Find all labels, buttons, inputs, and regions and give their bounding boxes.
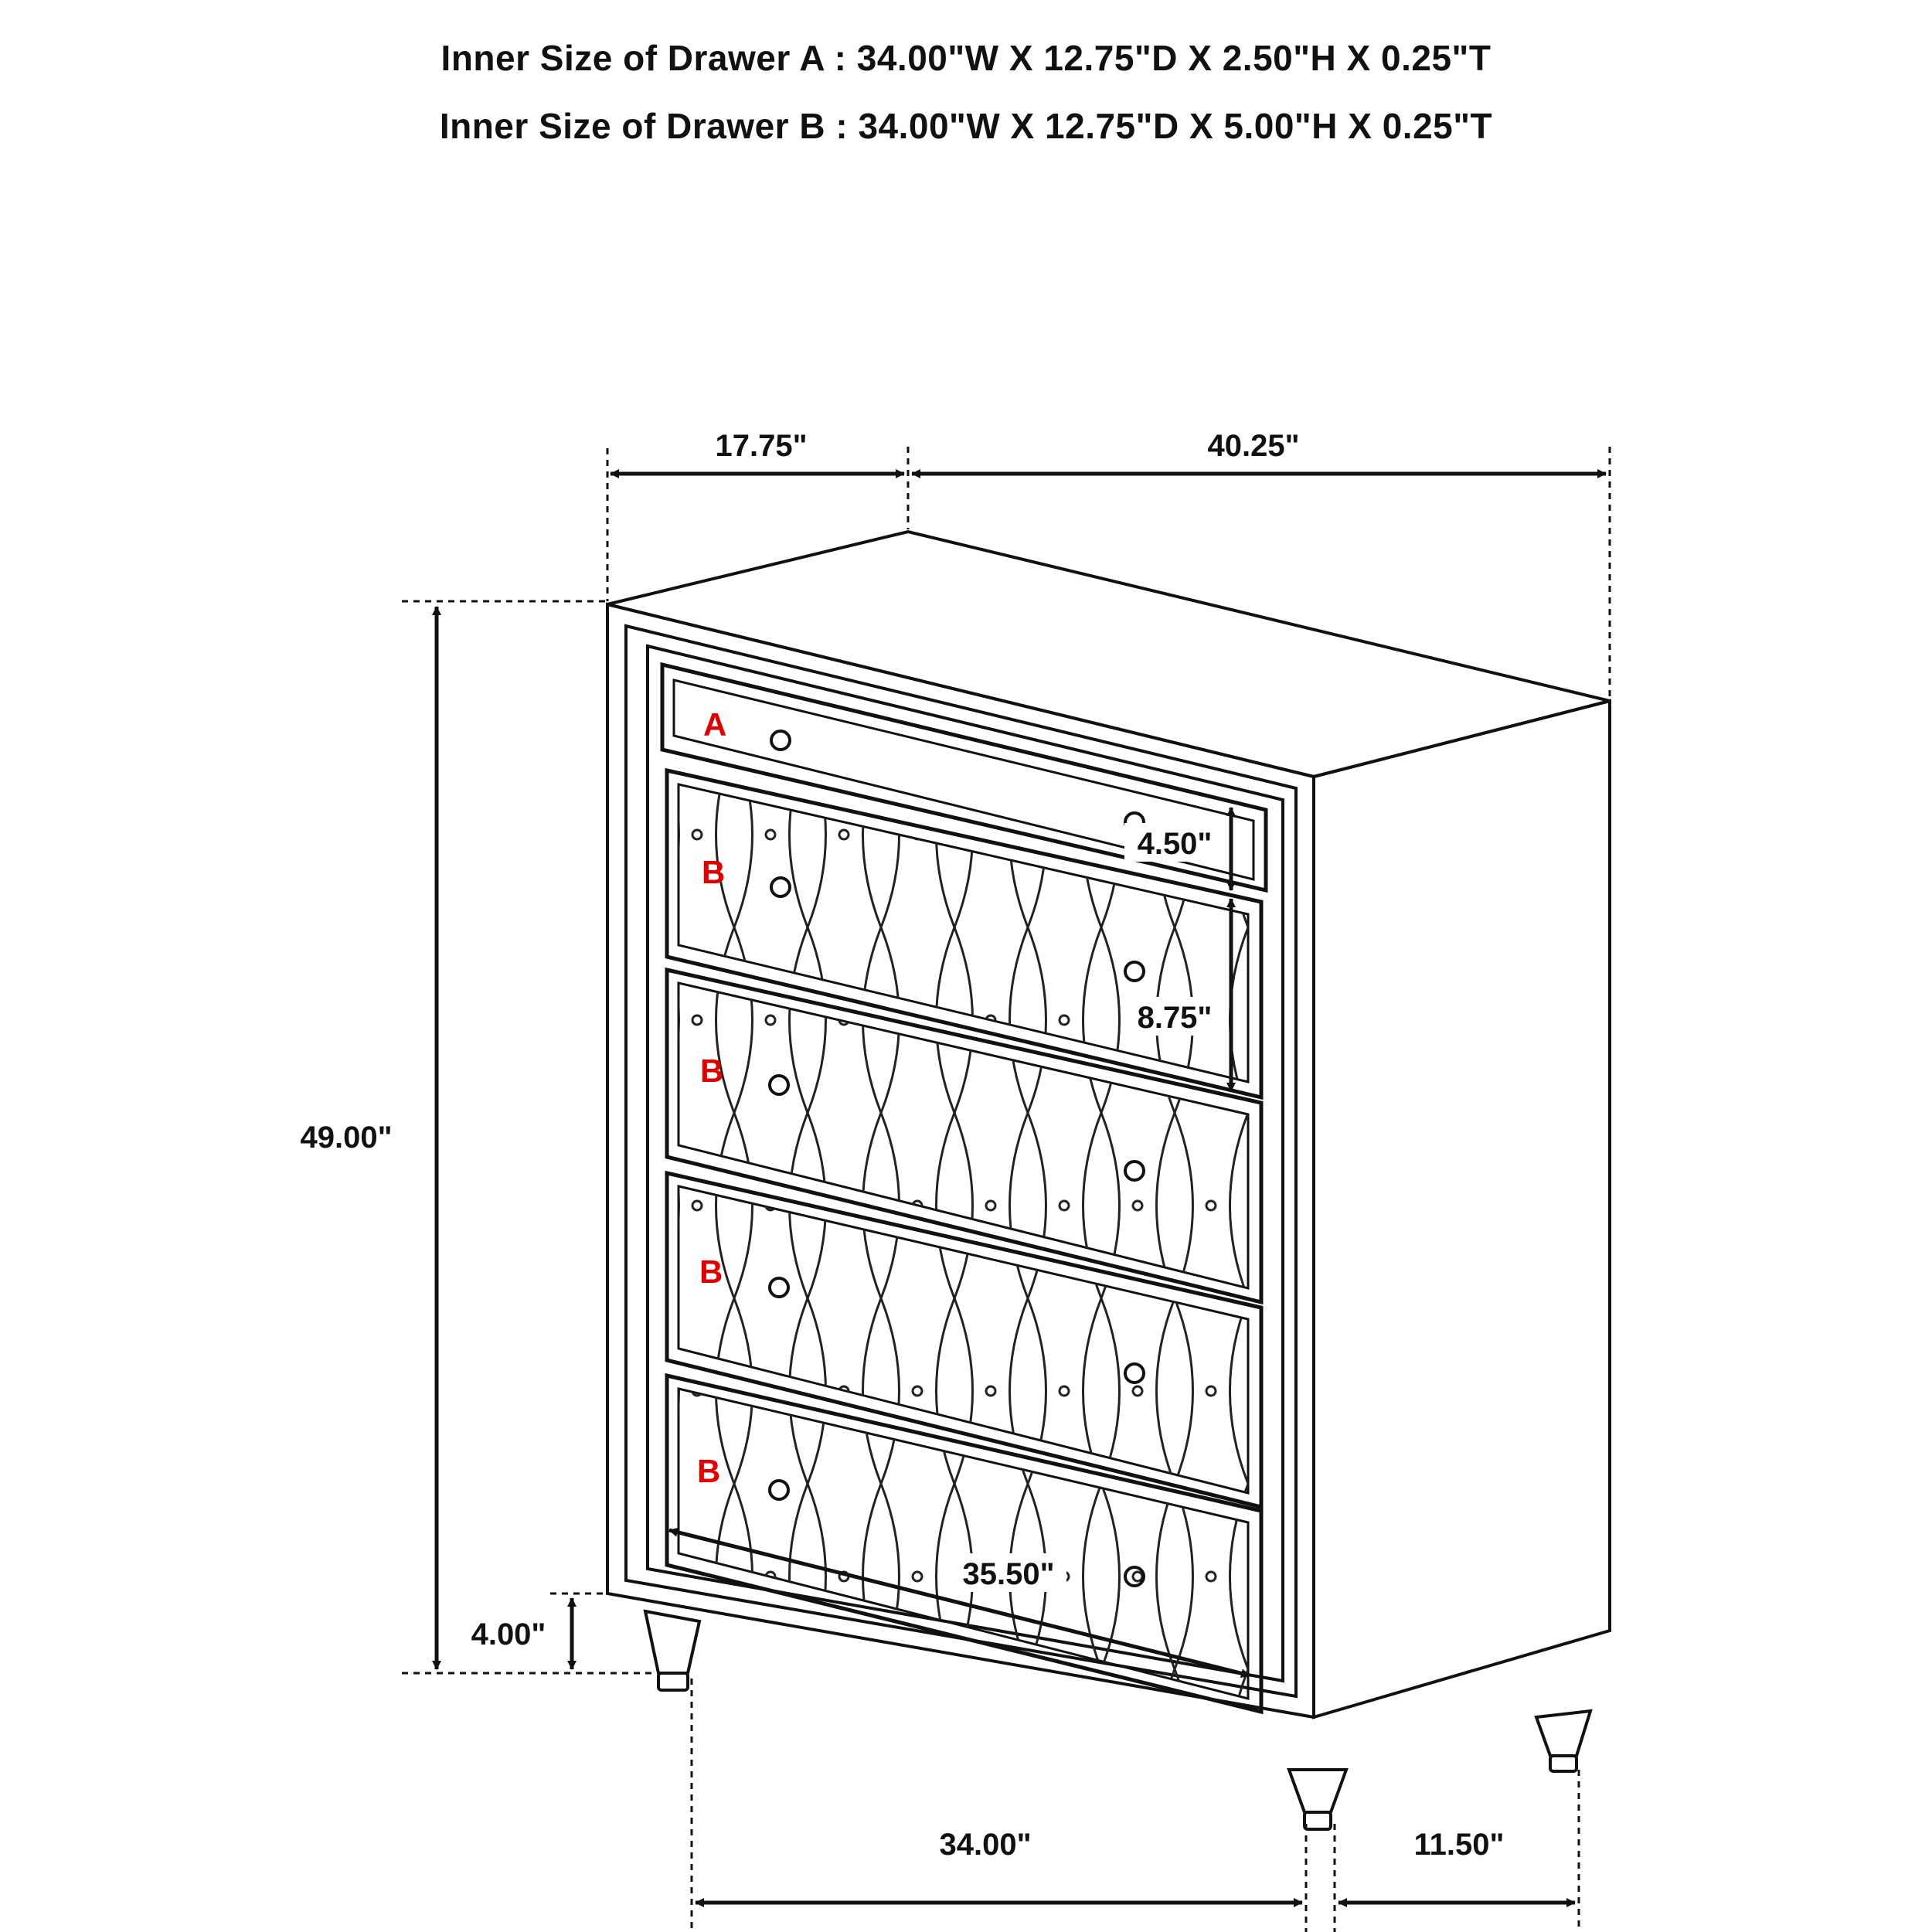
drawer-label-b: B	[700, 1053, 724, 1089]
leg-span-label: 34.00"	[939, 1828, 1032, 1862]
width-top-label: 40.25"	[1207, 429, 1300, 463]
drawer-label-a: A	[703, 706, 727, 743]
cabinet-side	[1314, 701, 1610, 1717]
drawer-label-b: B	[699, 1253, 723, 1290]
leg-back-right	[1536, 1711, 1590, 1756]
depth-label: 17.75"	[715, 429, 808, 463]
drawer-label-b: B	[702, 854, 726, 890]
drawer-width-label: 35.50"	[962, 1557, 1055, 1591]
leg-height-label: 4.00"	[471, 1617, 546, 1651]
drawer-label-b: B	[697, 1453, 721, 1489]
side-depth-label: 11.50"	[1413, 1828, 1505, 1862]
knob	[771, 731, 790, 750]
drawer-a-inner-size: Inner Size of Drawer A : 34.00"W X 12.75"D X 2.50"H X 0.25"T	[440, 38, 1492, 78]
leg-front-left	[645, 1611, 699, 1673]
drawer-b-inner-size: Inner Size of Drawer B : 34.00"W X 12.75"D X 5.00"H X 0.25"T	[439, 106, 1493, 146]
leg-front-right	[1289, 1770, 1346, 1812]
drawer-b-height-label: 8.75"	[1137, 1001, 1213, 1035]
height-label: 49.00"	[300, 1121, 393, 1155]
drawer-a-height-label: 4.50"	[1137, 827, 1213, 861]
